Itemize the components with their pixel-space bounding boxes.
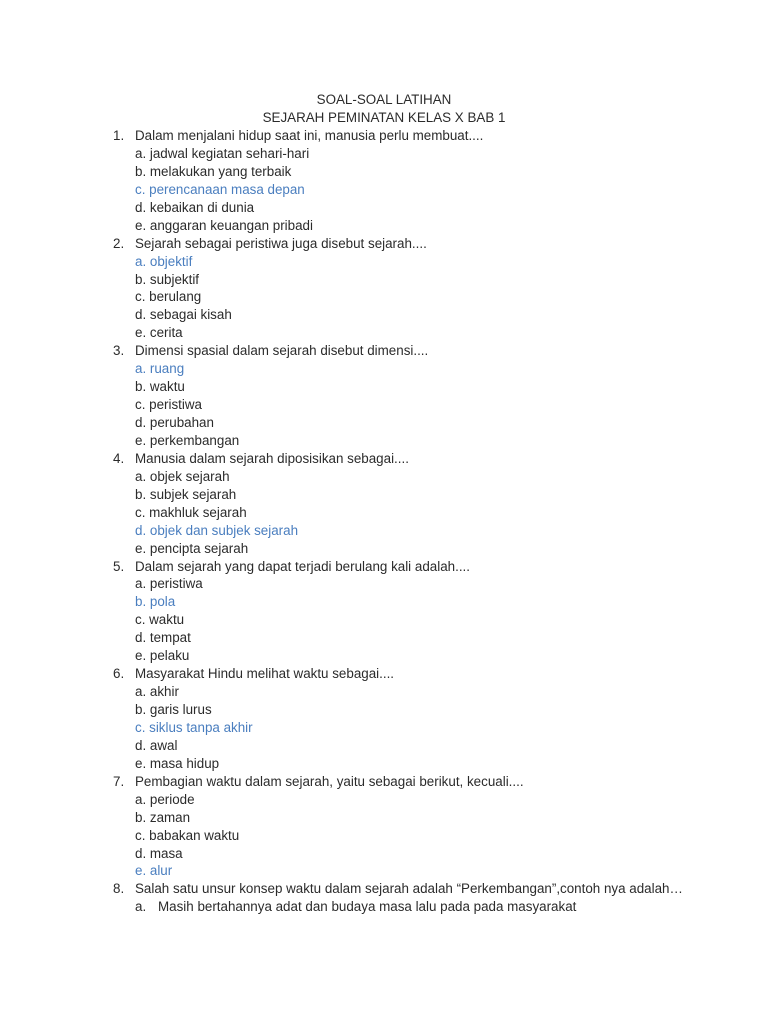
option-text: b. subjek sejarah (135, 486, 237, 502)
question-6 (0, 665, 768, 683)
question-list (0, 127, 768, 916)
option-row (0, 378, 768, 396)
option-row (0, 575, 768, 593)
option-row (0, 324, 768, 342)
option-row (0, 647, 768, 665)
option-row (0, 701, 768, 719)
correct-option-text: e. alur (135, 863, 173, 879)
option-row (0, 468, 768, 486)
option-text: b. zaman (135, 809, 191, 825)
option-row (0, 737, 768, 755)
option-text: b. waktu (135, 379, 185, 395)
correct-option-text: d. objek dan subjek sejarah (135, 522, 299, 538)
option-row (0, 163, 768, 181)
option-row (0, 522, 768, 540)
option-text: d. tempat (135, 630, 191, 646)
option-row (0, 145, 768, 163)
option-row (0, 791, 768, 809)
correct-option-text: a. objektif (135, 253, 193, 269)
option-text: e. masa hidup (135, 755, 220, 771)
option-text: e. pencipta sejarah (135, 540, 249, 556)
option-text: e. anggaran keuangan pribadi (135, 217, 313, 233)
question-4 (0, 450, 768, 468)
option-row (0, 253, 768, 271)
option-text: c. peristiwa (135, 397, 202, 413)
question-5 (0, 558, 768, 576)
question-text: Pembagian waktu dalam sejarah, yaitu sebagai berikut, kecuali.... (135, 773, 524, 789)
question-text: Dimensi spasial dalam sejarah disebut dimensi.... (135, 343, 429, 359)
question-2 (0, 235, 768, 253)
option-row (0, 827, 768, 845)
option-text: a. objek sejarah (135, 468, 230, 484)
option-row (0, 360, 768, 378)
question-1 (0, 127, 768, 145)
question-text: Manusia dalam sejarah diposisikan sebagai.... (135, 450, 409, 466)
correct-option-text: c. siklus tanpa akhir (135, 719, 253, 735)
question-text: Sejarah sebagai peristiwa juga disebut sejarah.... (135, 235, 427, 251)
option-text: Masih bertahannya adat dan budaya masa lalu pada pada masyarakat (158, 899, 577, 915)
option-text: a. periode (135, 791, 195, 807)
question-text: Dalam sejarah yang dapat terjadi berulang kali adalah.... (135, 558, 470, 574)
option-row (0, 396, 768, 414)
option-text: d. awal (135, 737, 178, 753)
document-subtitle: SEJARAH PEMINATAN KELAS X BAB 1 (262, 110, 506, 125)
option-row (0, 306, 768, 324)
question-text: Salah satu unsur konsep waktu dalam sejarah adalah “Perkembangan”,contoh nya adalah… (135, 881, 683, 897)
option-row (0, 809, 768, 827)
question-text: Masyarakat Hindu melihat waktu sebagai.... (135, 666, 395, 682)
option-row (0, 719, 768, 737)
option-text: c. berulang (135, 289, 202, 305)
option-text: c. makhluk sejarah (135, 504, 247, 520)
correct-option-text: b. pola (135, 594, 176, 610)
question-number: 5. (113, 558, 125, 574)
question-number: 6. (113, 666, 125, 682)
option-text: d. masa (135, 845, 183, 861)
option-row (0, 199, 768, 217)
option-row (0, 611, 768, 629)
option-row (0, 629, 768, 647)
option-row (0, 593, 768, 611)
question-3 (0, 342, 768, 360)
question-number: 7. (113, 773, 125, 789)
option-text: d. kebaikan di dunia (135, 199, 255, 215)
option-text: e. perkembangan (135, 432, 240, 448)
option-text: e. cerita (135, 325, 183, 341)
option-text: b. garis lurus (135, 702, 212, 717)
option-text: a. jadwal kegiatan sehari-hari (135, 145, 310, 161)
document-title: SOAL-SOAL LATIHAN (316, 92, 452, 107)
option-row (0, 432, 768, 450)
question-7 (0, 773, 768, 791)
question-text: Dalam menjalani hidup saat ini, manusia perlu membuat.... (135, 128, 484, 143)
option-row (0, 181, 768, 199)
option-row (0, 271, 768, 289)
option-text: c. waktu (135, 612, 185, 628)
option-row (0, 898, 768, 916)
option-text: b. melakukan yang terbaik (135, 163, 292, 179)
correct-option-text: a. ruang (135, 361, 185, 377)
question-number: 8. (113, 881, 125, 897)
question-number: 1. (113, 128, 125, 143)
option-row (0, 683, 768, 701)
question-number: 2. (113, 235, 125, 251)
option-row (0, 862, 768, 880)
option-row (0, 217, 768, 235)
option-letter: a. (135, 899, 147, 915)
option-row (0, 755, 768, 773)
option-row (0, 414, 768, 432)
question-number: 3. (113, 343, 125, 359)
option-text: c. babakan waktu (135, 827, 240, 843)
question-8 (0, 880, 768, 898)
option-text: b. subjektif (135, 271, 200, 287)
question-number: 4. (113, 450, 125, 466)
option-row (0, 288, 768, 306)
option-row (0, 845, 768, 863)
option-row (0, 540, 768, 558)
option-text: a. akhir (135, 684, 179, 700)
option-text: e. pelaku (135, 648, 190, 664)
option-text: d. perubahan (135, 415, 214, 430)
option-text: d. sebagai kisah (135, 307, 232, 323)
option-row (0, 486, 768, 504)
option-text: a. peristiwa (135, 576, 203, 592)
correct-option-text: c. perencanaan masa depan (135, 181, 305, 197)
option-row (0, 504, 768, 522)
